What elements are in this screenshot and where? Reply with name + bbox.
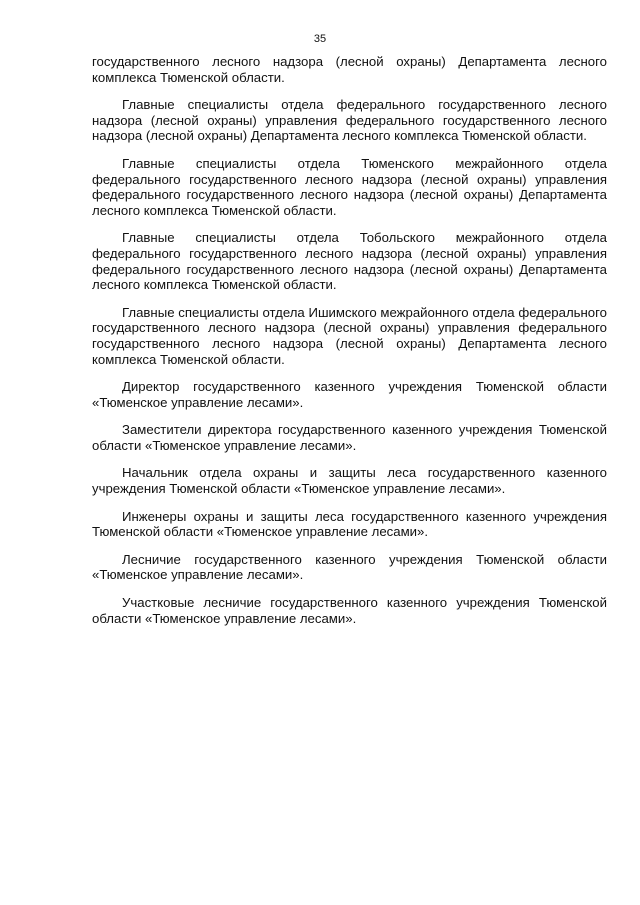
page-number: 35 — [313, 33, 327, 45]
paragraph-chief-specialists-ishim: Главные специалисты отдела Ишимского межрайонного отдела федерального государственного лесного надзора (лесной охраны) управления федерального государственного лесного надзора (лесной охраны) Департамента лесного комплекса Тюменской области. — [92, 304, 607, 367]
paragraph-chief-specialists-tyumen: Главные специалисты отдела Тюменского межрайонного отдела федерального государственного лесного надзора (лесной охраны) управления федерального государственного лесного надзора (лесной охраны) Департамента лесного комплекса Тюменской области. — [92, 155, 607, 218]
paragraph-protection-engineers: Инженеры охраны и защиты леса государственного казенного учреждения Тюменской области «Тюменское управление лесами». — [92, 508, 607, 540]
paragraph-chief-specialists-federal-department: Главные специалисты отдела федерального государственного лесного надзора (лесной охраны) управления федерального государственного лесного надзора (лесной охраны) Департамента лесного комплекса Тюменской области. — [92, 97, 607, 144]
paragraph-chief-specialists-tobolsk: Главные специалисты отдела Тобольского межрайонного отдела федерального государственного лесного надзора (лесной охраны) управления федерального государственного лесного надзора (лесной охраны) Департамента лесного комплекса Тюменской области. — [92, 230, 607, 293]
document-body — [92, 54, 607, 638]
paragraph-head-of-forest-protection: Начальник отдела охраны и защиты леса государственного казенного учреждения Тюменской области «Тюменское управление лесами». — [92, 465, 607, 497]
paragraph-deputy-directors: Заместители директора государственного казенного учреждения Тюменской области «Тюменское управление лесами». — [92, 422, 607, 453]
paragraph-continuation: государственного лесного надзора (лесной охраны) Департамента лесного комплекса Тюменской области. — [92, 54, 607, 85]
paragraph-district-foresters: Участковые лесничие государственного казенного учреждения Тюменской области «Тюменское управление лесами». — [92, 595, 607, 626]
paragraph-foresters: Лесничие государственного казенного учреждения Тюменской области «Тюменское управление лесами». — [92, 551, 607, 583]
paragraph-director: Директор государственного казенного учреждения Тюменской области «Тюменское управление лесами». — [92, 379, 607, 410]
